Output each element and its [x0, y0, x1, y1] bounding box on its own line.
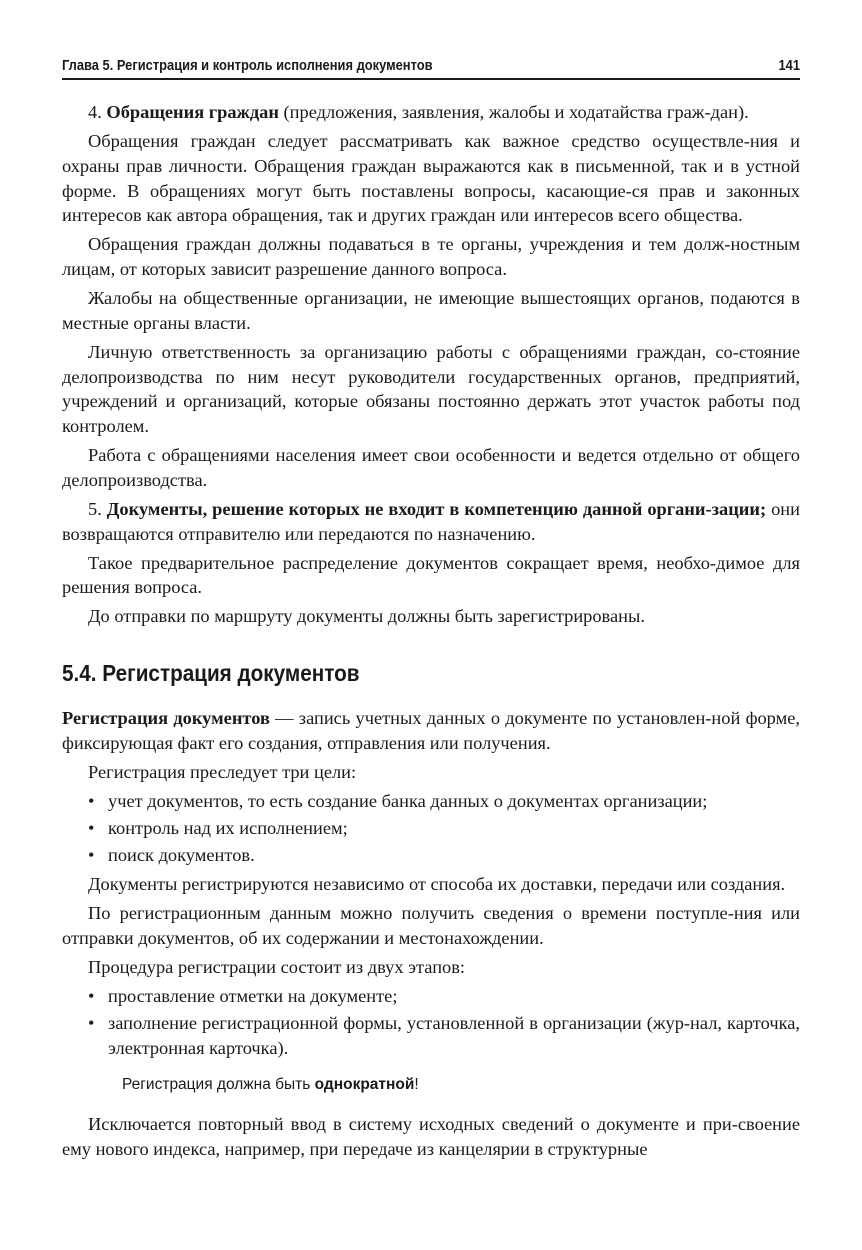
paragraph: До отправки по маршруту документы должны быть зарегистрированы.: [88, 606, 645, 627]
bullet-icon: •: [88, 845, 95, 866]
page-body: [62, 100, 800, 1166]
paragraph: Личную ответственность за организацию работы с обращениями граждан, со-стояние делопроизводства по ним несут руководители государственных органов, предприятий, учреждений и организаций, которые обязаны постоянно держать этот участок работы под контролем.: [62, 341, 800, 436]
paragraph: Регистрация преследует три цели:: [88, 761, 357, 782]
paragraph: Исключается повторный ввод в систему исходных сведений о документе и при-своение ему нового индекса, например, при передаче из канцелярии в структурные: [62, 1113, 800, 1159]
running-title: Глава 5. Регистрация и контроль исполнения документов: [62, 57, 433, 74]
goals-list: [62, 789, 800, 868]
stages-list: [62, 984, 800, 1061]
note-emphasis: однократной: [314, 1075, 415, 1093]
paragraph: Жалобы на общественные организации, не имеющие вышестоящих органов, подаются в местные органы власти.: [62, 288, 800, 333]
list-item-text: проставление отметки на документе;: [108, 986, 398, 1007]
paragraph: По регистрационным данным можно получить сведения о времени поступле-ния или отправки документов, об их содержании и местонахождении.: [62, 903, 800, 949]
paragraph: Работа с обращениями населения имеет свои особенности и ведется отдельно от общего делопроизводства.: [62, 445, 800, 490]
running-head: [62, 56, 800, 80]
list-item-text: учет документов, то есть создание банка данных о документах организации;: [108, 791, 708, 812]
bullet-icon: •: [88, 986, 95, 1007]
paragraph-out-of-competence-item: [62, 497, 800, 546]
term-registration: Регистрация документов: [62, 708, 270, 729]
paragraph: Документы регистрируются независимо от способа их доставки, передачи или создания.: [88, 874, 786, 895]
list-item-text: контроль над их исполнением;: [108, 818, 348, 839]
paragraph: Такое предварительное распределение документов сокращает время, необхо-димое для решения вопроса.: [62, 552, 800, 598]
bullet-icon: •: [88, 818, 95, 839]
bullet-icon: •: [88, 1013, 95, 1034]
list-item: [62, 789, 800, 814]
section-heading: 5.4. Регистрация документов: [62, 660, 360, 687]
paragraph: Процедура регистрации состоит из двух этапов:: [88, 957, 466, 978]
item-number-4: 4.: [88, 102, 107, 122]
page-number: 141: [778, 57, 800, 74]
callout-note: [122, 1074, 800, 1096]
note-text: Регистрация должна быть: [122, 1075, 315, 1093]
definition-paragraph: [62, 706, 800, 755]
term-citizens-appeals: Обращения граждан: [106, 102, 279, 122]
list-item: [62, 843, 800, 868]
list-item: [62, 984, 800, 1009]
paragraph: Обращения граждан должны подаваться в те органы, учреждения и тем долж-ностным лицам, от которых зависит разрешение данного вопроса.: [62, 234, 800, 279]
note-end: !: [414, 1075, 419, 1093]
list-item: [62, 816, 800, 841]
item-text: (предложения, заявления, жалобы и ходатайства граж-дан).: [278, 102, 749, 122]
item-number-5: 5.: [88, 498, 107, 519]
term-out-of-competence: Документы, решение которых не входит в компетенцию данной органи-зации;: [106, 498, 767, 519]
list-item-text: заполнение регистрационной формы, установленной в организации (жур-нал, карточка, электронная карточка).: [108, 1013, 800, 1059]
paragraph: Обращения граждан следует рассматривать как важное средство осуществле-ния и охраны прав личности. Обращения граждан выражаются как в письменной, так и в устной форме. В обращениях могут быть поставлены вопросы, касающие-ся прав и законных интересов как автора обращения, так и других граждан или интересов всего общества.: [62, 131, 800, 226]
bullet-icon: •: [88, 791, 95, 812]
paragraph-citizens-appeals-item: [62, 100, 800, 125]
list-item-text: поиск документов.: [108, 845, 255, 866]
list-item: [62, 1011, 800, 1060]
item-text: они возвращаются отправителю или передаются по назначению.: [62, 498, 800, 544]
definition-text: — запись учетных данных о документе по установлен-ной форме, фиксирующая факт его создания, отправления или получения.: [62, 708, 801, 753]
